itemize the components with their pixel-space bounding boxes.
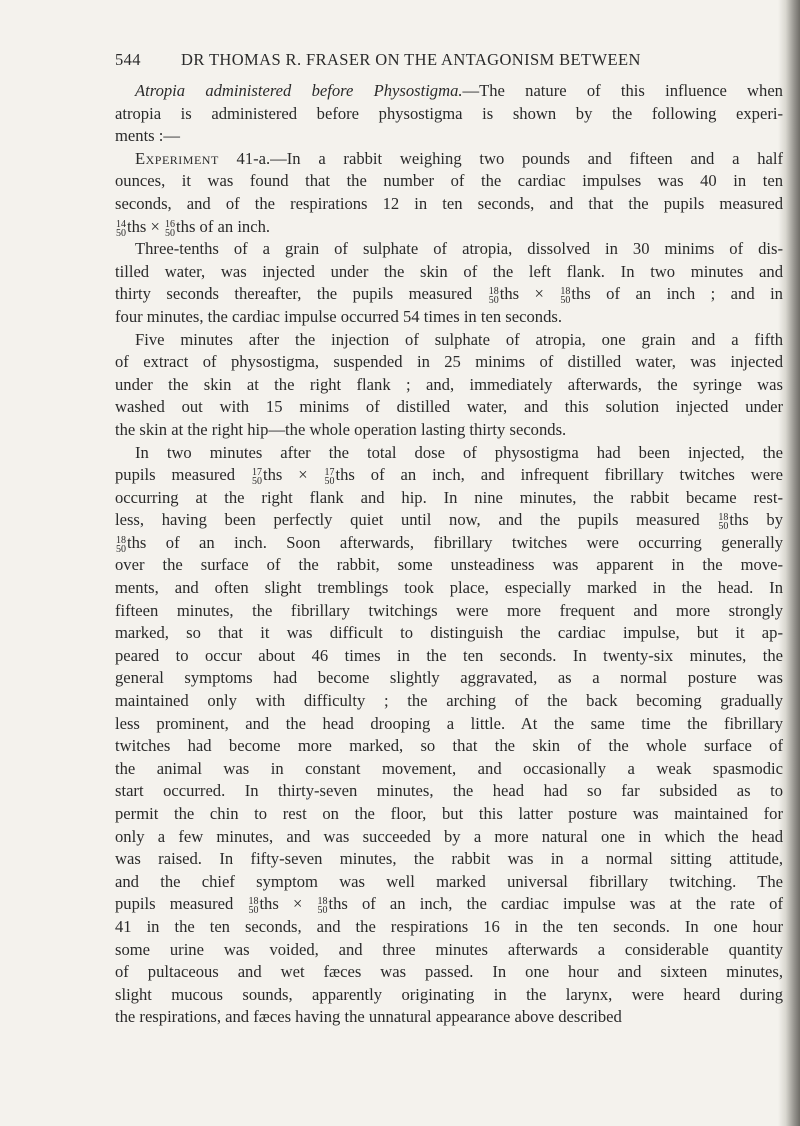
fraction: 17 50 xyxy=(251,467,262,488)
text-line: only a few minutes, and was succeeded by a more natural one in which the head xyxy=(115,826,783,846)
text-line: ments, and often slight tremblings took place, especially marked in the head. In xyxy=(115,578,783,598)
text-line: ments :— xyxy=(115,126,180,146)
text-line: tilled water, was injected under the skin of the left flank. In two minutes and xyxy=(115,261,783,281)
text-line: maintained only with difficulty ; the arching of the back becoming gradually xyxy=(115,691,783,711)
fraction: 16 50 xyxy=(165,218,176,239)
running-title: DR THOMAS R. FRASER ON THE ANTAGONISM BETWEEN xyxy=(181,50,641,69)
text-line: thirty seconds thereafter, the pupils measured 18 50 ths × 18 50 ths of an inch ; and in xyxy=(115,284,783,307)
text-line: Five minutes after the injection of sulphate of atropia, one grain and a fifth xyxy=(135,329,783,349)
text-line: 14 50 ths × 16 50 ths of an inch. xyxy=(116,216,271,239)
text-line: twitches had become more marked, so that the skin of the whole surface of xyxy=(115,736,783,756)
text-line: pupils measured 18 50 ths × 18 50 ths of an inch, the cardiac impulse was at the rate of xyxy=(115,894,784,917)
running-header xyxy=(115,50,755,70)
text-line: the respirations, and fæces having the unnatural appearance above described xyxy=(115,1007,622,1027)
text-line: of extract of physostigma, suspended in 25 minims of distilled water, was injected xyxy=(115,352,783,372)
fraction: 18 50 xyxy=(560,286,571,307)
fraction: 14 50 xyxy=(116,218,126,239)
fraction: 18 50 xyxy=(317,896,328,917)
text-line: general symptoms had become slightly aggravated, as a normal posture was xyxy=(115,668,783,688)
text-line: 41 in the ten seconds, and the respirations 16 in the ten seconds. In one hour xyxy=(115,916,783,936)
text-line: Three-tenths of a grain of sulphate of atropia, dissolved in 30 minims of dis- xyxy=(135,239,783,259)
text-line: Experiment 41-a.—In a rabbit weighing two pounds and fifteen and a half xyxy=(135,148,783,168)
text-line: the skin at the right hip—the whole operation lasting thirty seconds. xyxy=(115,419,567,439)
text-line: over the surface of the rabbit, some unsteadiness was apparent in the move- xyxy=(115,555,783,575)
text-line: atropia is administered before physostigma is shown by the following experi- xyxy=(115,103,783,123)
section-heading: Atropia administered before Physostigma. xyxy=(135,81,463,100)
text-line: 18 50 ths of an inch. Soon afterwards, fibrillary twitches were occurring generally xyxy=(116,532,783,555)
fraction: 18 50 xyxy=(718,512,729,533)
text-line: slight mucous sounds, apparently originating in the larynx, were heard during xyxy=(115,984,783,1004)
fraction: 17 50 xyxy=(324,467,335,488)
text-line: seconds, and of the respirations 12 in ten seconds, and that the pupils measured xyxy=(115,193,783,213)
text-line: less prominent, and the head drooping a little. At the same time the fibrillary xyxy=(115,713,783,733)
text-line: and the chief symptom was well marked universal fibrillary twitching. The xyxy=(115,871,783,891)
text-line: less, having been perfectly quiet until now, and the pupils measured 18 50 ths by xyxy=(115,510,783,533)
text-line: Atropia administered before Physostigma.—The nature of this influence when xyxy=(135,81,783,100)
page-number: 544 xyxy=(115,50,141,69)
text-line: pupils measured 17 50 ths × 17 50 ths of an inch, and infrequent fibrillary twitches were xyxy=(115,465,783,488)
fraction: 18 50 xyxy=(248,896,259,917)
text-line: start occurred. In thirty-seven minutes, the head had so far subsided as to xyxy=(115,781,783,801)
text-line: some urine was voided, and three minutes afterwards a considerable quantity xyxy=(115,939,783,959)
text-line: fifteen minutes, the fibrillary twitchings were more frequent and more strongly xyxy=(115,600,783,620)
text-line: washed out with 15 minims of distilled water, and this solution injected under xyxy=(115,397,783,417)
text-line: occurring at the right flank and hip. In nine minutes, the rabbit became rest- xyxy=(115,487,783,507)
text-line: four minutes, the cardiac impulse occurred 54 times in ten seconds. xyxy=(115,306,562,326)
text-line: peared to occur about 46 times in the ten seconds. In twenty-six minutes, the xyxy=(115,645,783,665)
text-line: was raised. In fifty-seven minutes, the rabbit was in a normal sitting attitude, xyxy=(115,849,783,869)
body-text xyxy=(115,80,783,1029)
text-line: marked, so that it was difficult to distinguish the cardiac impulse, but it ap- xyxy=(115,623,783,643)
fraction: 18 50 xyxy=(488,286,499,307)
text-line: In two minutes after the total dose of physostigma had been injected, the xyxy=(135,442,783,462)
experiment-label: Experiment xyxy=(135,148,219,168)
fraction: 18 50 xyxy=(116,534,126,555)
text-line: the animal was in constant movement, and occasionally a weak spasmodic xyxy=(115,758,783,778)
text-line: permit the chin to rest on the floor, but this latter posture was maintained for xyxy=(115,804,783,823)
text-line: under the skin at the right flank ; and, immediately afterwards, the syringe was xyxy=(115,374,783,394)
text-line: of pultaceous and wet fæces was passed. In one hour and sixteen minutes, xyxy=(115,962,783,982)
text-line: ounces, it was found that the number of the cardiac impulses was 40 in ten xyxy=(115,171,783,191)
